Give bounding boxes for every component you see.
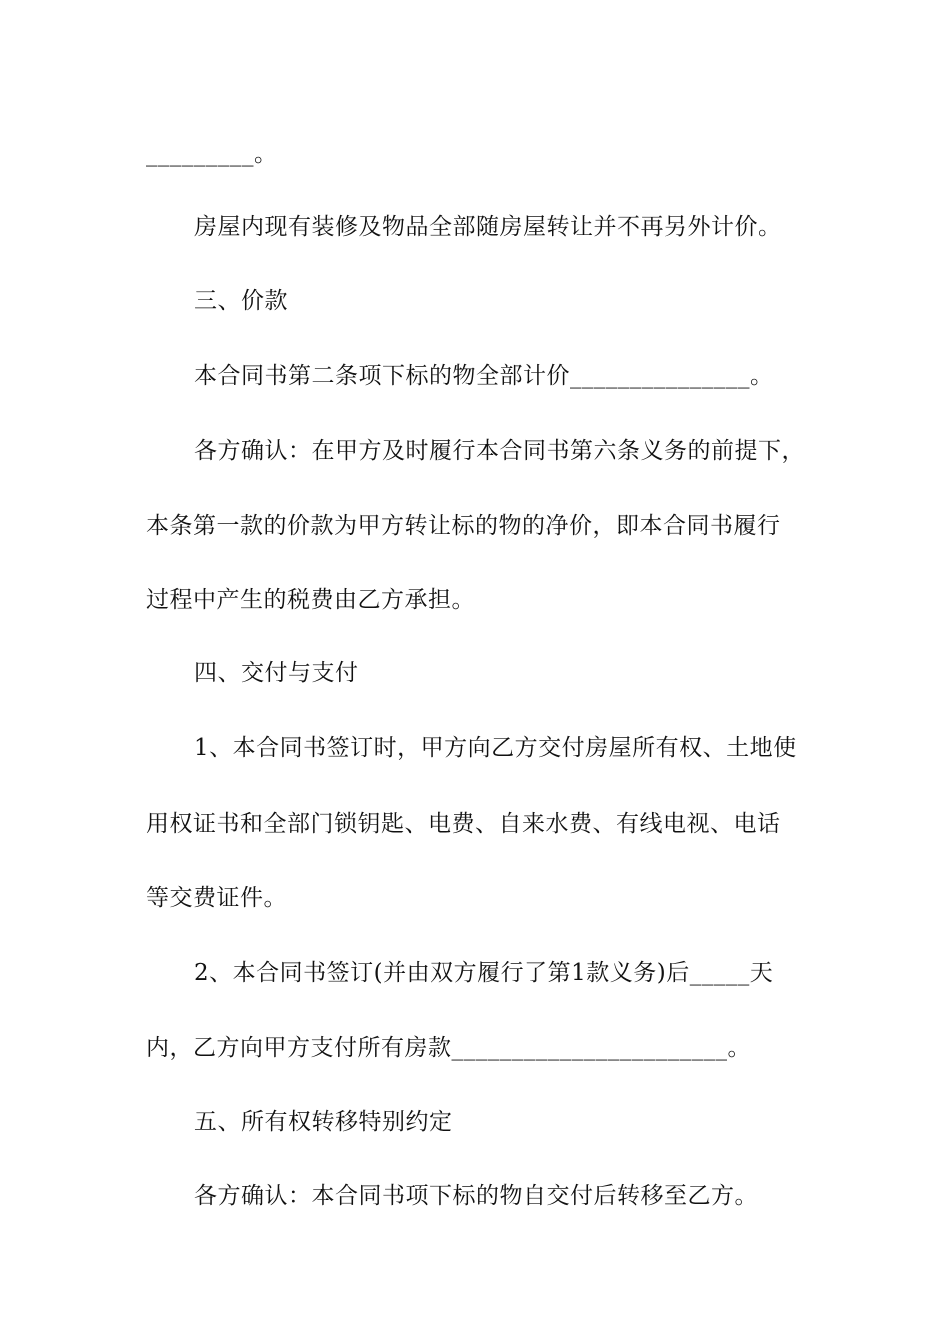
text-line: 本合同书第二条项下标的物全部计价_______________。 xyxy=(194,363,774,389)
text-line: 等交费证件。 xyxy=(146,885,287,911)
text-line: 各方确认：在甲方及时履行本合同书第六条义务的前提下， xyxy=(194,438,805,464)
section-heading: 四、交付与支付 xyxy=(194,660,359,686)
text-line: 房屋内现有装修及物品全部随房屋转让并不再另外计价。 xyxy=(194,214,782,240)
text-line: 内，乙方向甲方支付所有房款_______________________。 xyxy=(146,1035,751,1061)
text-line: _________。 xyxy=(146,141,278,167)
text-line: 用权证书和全部门锁钥匙、电费、自来水费、有线电视、电话 xyxy=(146,811,781,837)
section-heading: 三、价款 xyxy=(194,288,288,314)
text-line: 2、本合同书签订(并由双方履行了第1款义务)后_____天 xyxy=(194,960,774,986)
text-line: 1、本合同书签订时，甲方向乙方交付房屋所有权、土地使 xyxy=(194,735,797,761)
text-line: 各方确认：本合同书项下标的物自交付后转移至乙方。 xyxy=(194,1183,758,1209)
text-line: 过程中产生的税费由乙方承担。 xyxy=(146,587,475,613)
section-heading: 五、所有权转移特别约定 xyxy=(194,1109,453,1135)
text-line: 本条第一款的价款为甲方转让标的物的净价，即本合同书履行 xyxy=(146,513,781,539)
